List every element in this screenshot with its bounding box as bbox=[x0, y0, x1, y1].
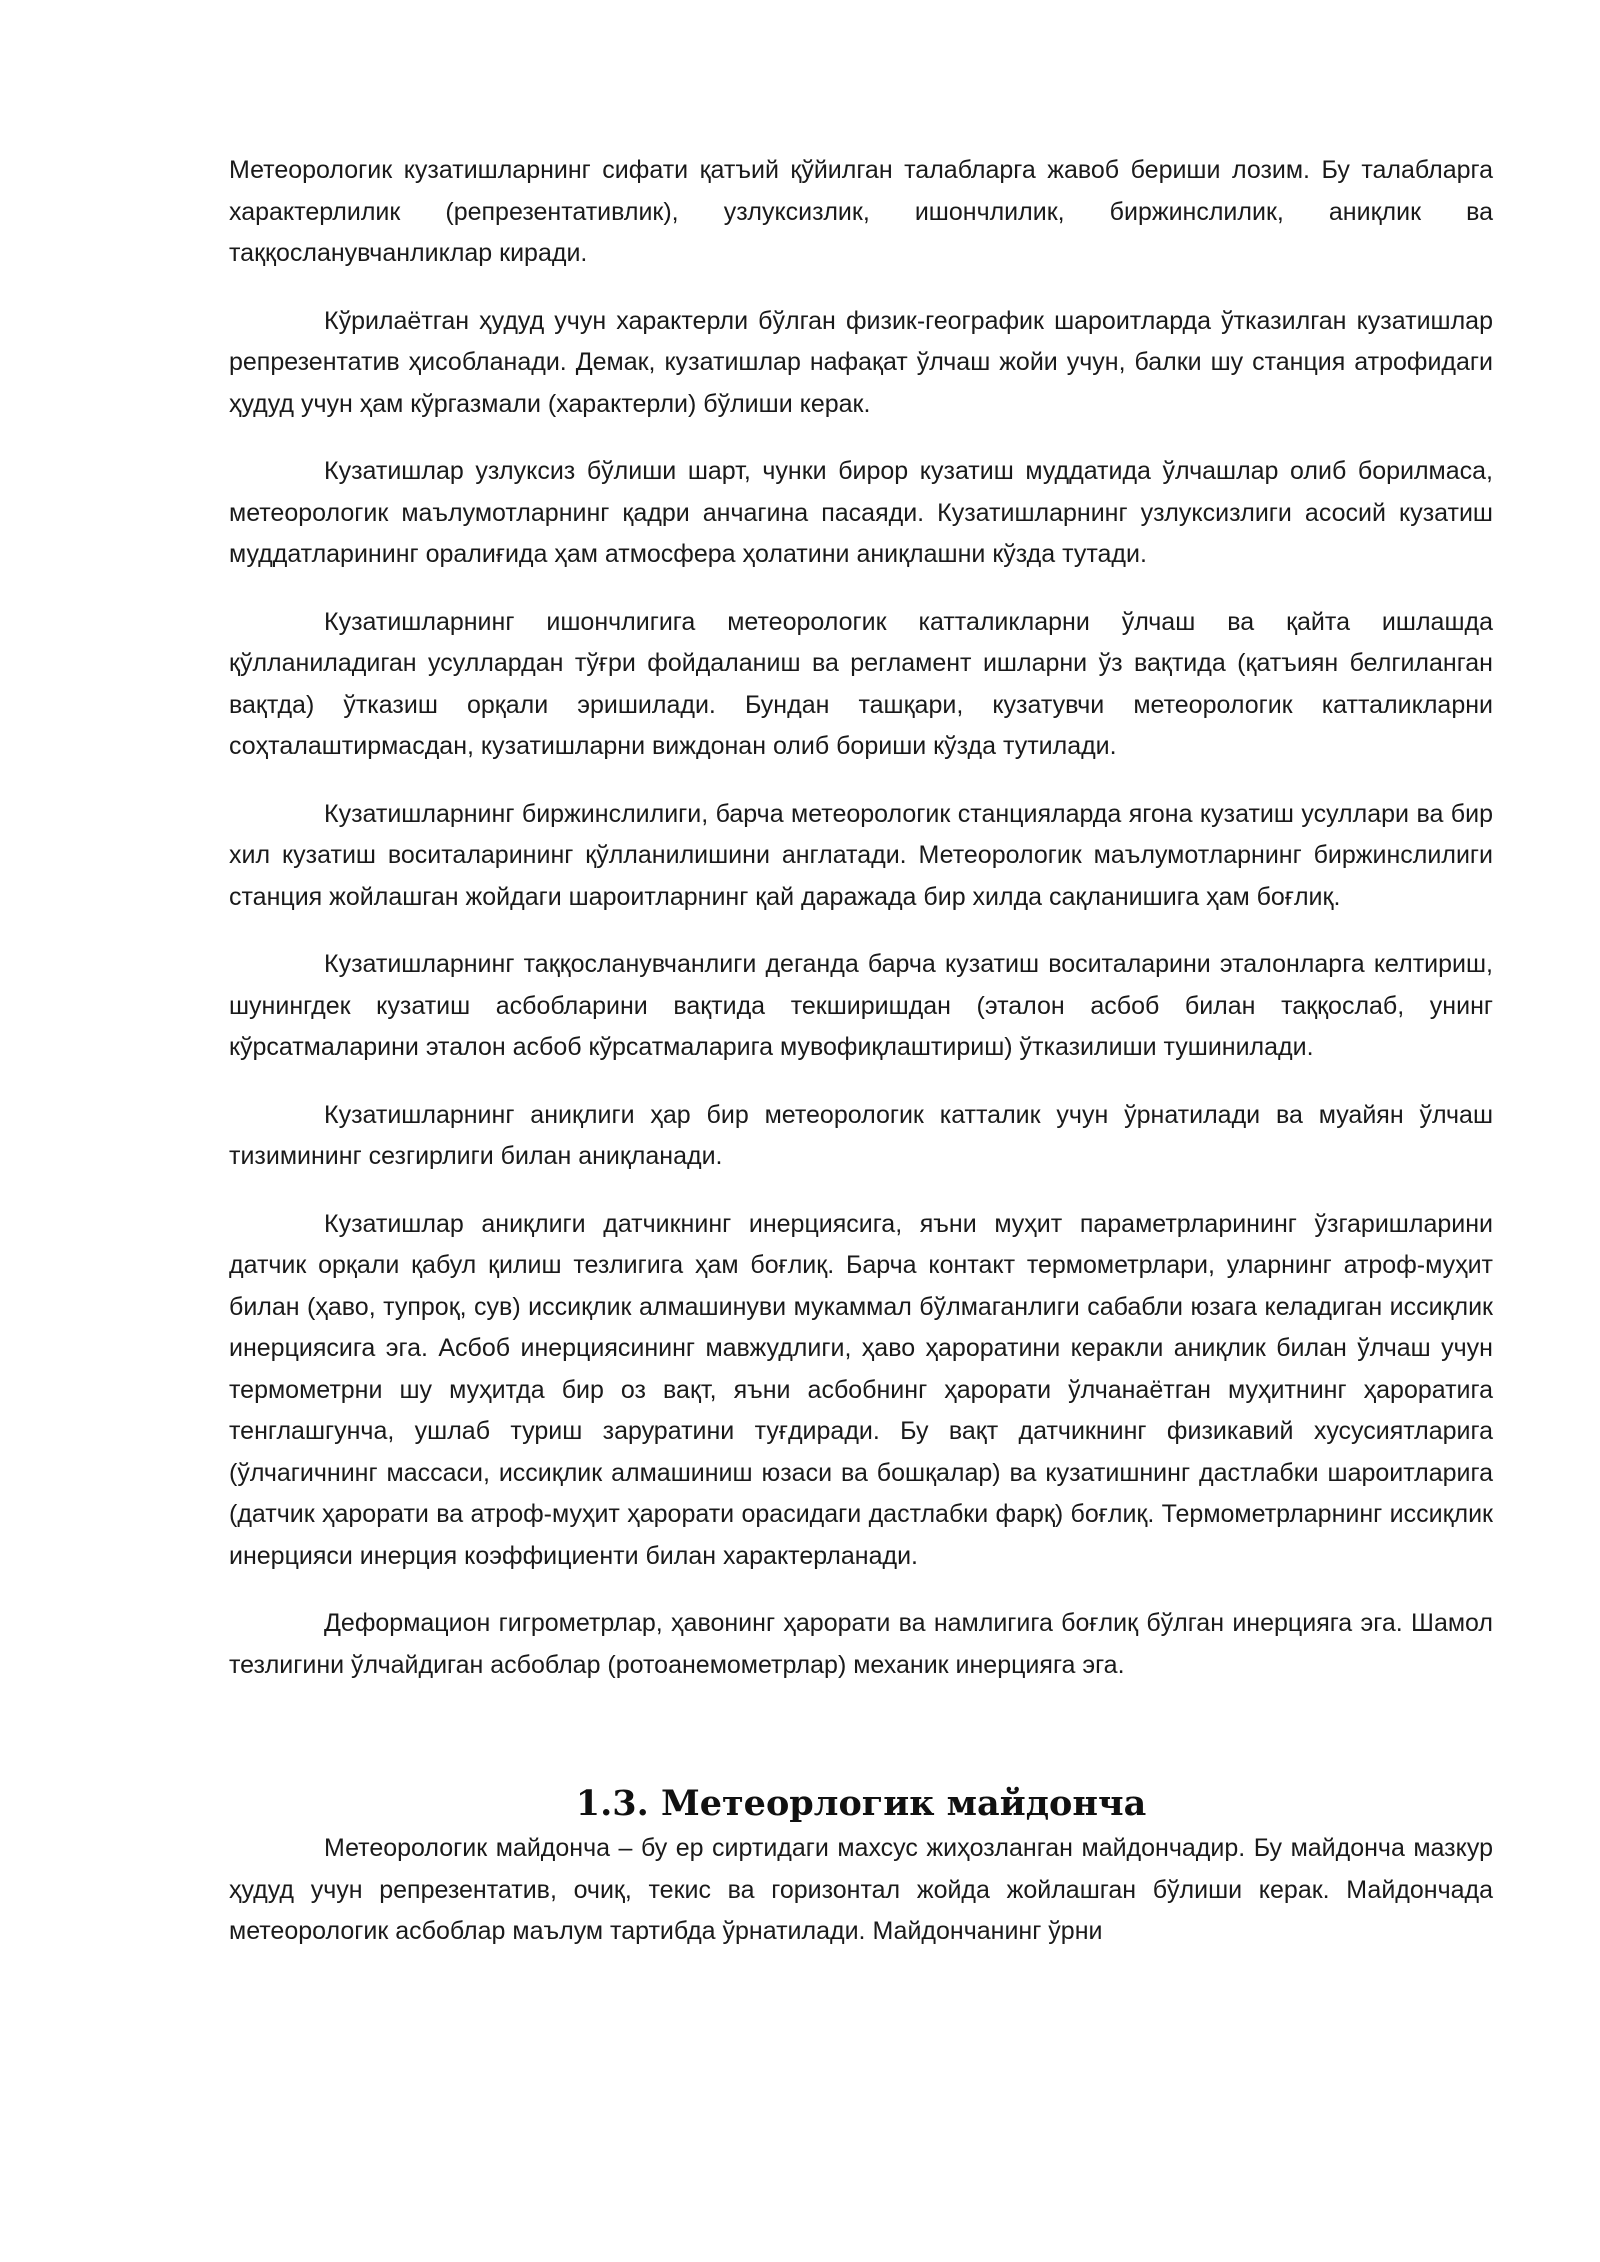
paragraph-representativeness: Кўрилаётган ҳудуд учун характерли бўлган физик-географик шароитларда ўтказилган кузатишлар репрезентатив ҳисобланади. Демак, кузатишлар нафақат ўлчаш жойи учун, балки шу станция атрофидаги ҳудуд учун ҳам кўргазмали (характерли) бўлиши керак. bbox=[229, 306, 1493, 418]
paragraph-continuity: Кузатишлар узлуксиз бўлиши шарт, чунки бирор кузатиш муддатида ўлчашлар олиб борилмаса, метеорологик маълумотларнинг қадри анчагина пасаяди. Кузатишларнинг узлуксизлиги асосий кузатиш муддатларининг оралиғида ҳам атмосфера ҳолатини аниқлашни кўзда тутади. bbox=[229, 457, 1493, 568]
paragraph-accuracy: Кузатишларнинг аниқлиги ҳар бир метеорологик катталик учун ўрнатилади ва муайян ўлчаш тизимининг сезгирлиги билан аниқланади. bbox=[229, 1100, 1493, 1170]
paragraph-quality-requirements: Метеорологик кузатишларнинг сифати қатъий қўйилган талабларга жавоб бериши лозим. Бу талабларга характерлилик (репрезентативлик), узлуксизлик, ишончлилик, биржинслилик, аниқлик ва таққосланувчанликлар киради. bbox=[229, 156, 1493, 267]
section-heading: 1.3. Метеорлогик майдонча bbox=[575, 1783, 1147, 1824]
paragraph-reliability: Кузатишларнинг ишончлигига метеорологик катталикларни ўлчаш ва қайта ишлашда қўлланиладиган усуллардан тўғри фойдаланиш ва регламент ишларни ўз вақтида (қатъиян белгиланган вақтда) ўтказиш орқали эришилади. Бундан ташқари, кузатувчи метеорологик катталикларни соҳталаштирмасдан, кузатишларни виждонан олиб бориши кўзда тутилади. bbox=[229, 607, 1493, 760]
paragraph-sensor-inertia: Кузатишлар аниқлиги датчикнинг инерциясига, яъни муҳит параметрларининг ўзгаришларини датчик орқали қабул қилиш тезлигига ҳам боғлиқ. Барча контакт термометрлари, уларнинг атроф-муҳит билан (ҳаво, тупроқ, сув) иссиқлик алмашинуви мукаммал бўлмаганлиги сабабли юзага келадиган иссиқлик инерциясига эга. Асбоб инерциясининг мавжудлиги, ҳаво ҳароратини керакли аниқлик билан ўлчаш учун термометрни шу муҳитда бир оз вақт, яъни асбобнинг ҳарорати ўлчанаётган муҳитнинг ҳароратига тенглашгунча, ушлаб туриш заруратини туғдиради. Бу вақт датчикнинг физикавий хусусиятларига (ўлчагичнинг массаси, иссиқлик алмашиниш юзаси ва бошқалар) ва кузатишнинг дастлабки шароитларига (датчик ҳарорати ва атроф-муҳит ҳарорати орасидаги дастлабки фарқ) боғлиқ. Термометрларнинг иссиқлик инерцияси инерция коэффициенти билан характерланади. bbox=[229, 1209, 1493, 1570]
paragraph-comparability: Кузатишларнинг таққосланувчанлиги деганда барча кузатиш воситаларини эталонларга келтириш, шунингдек кузатиш асбобларини вақтида текширишдан (эталон асбоб билан таққослаб, унинг кўрсатмаларини эталон асбоб кўрсатмаларига мувофиқлаштириш) ўтказилиши тушинилади. bbox=[229, 950, 1493, 1061]
document-page bbox=[229, 150, 1493, 1979]
paragraph-homogeneity: Кузатишларнинг биржинслилиги, барча метеорологик станцияларда ягона кузатиш усуллари ва бир хил кузатиш воситаларининг қўлланилишини англатади. Метеорологик маълумотларнинг биржинслилиги станция жойлашган жойдаги шароитларнинг қай даражада бир хилда сақланишига ҳам боғлиқ. bbox=[229, 799, 1493, 911]
paragraph-hygrometers: Деформацион гигрометрлар, ҳавонинг ҳарорати ва намлигига боғлиқ бўлган инерцияга эга. Шамол тезлигини ўлчайдиган асбоблар (ротоанемометрлар) механик инерцияга эга. bbox=[229, 1609, 1493, 1679]
paragraph-meteo-site: Метеорологик майдонча – бу ер сиртидаги махсус жиҳозланган майдончадир. Бу майдонча мазкур ҳудуд учун репрезентатив, очиқ, текис ва горизонтал жойда жойлашган бўлиши керак. Майдончада метеорологик асбоблар маълум тартибда ўрнатилади. Майдончанинг ўрни bbox=[229, 1834, 1493, 1945]
